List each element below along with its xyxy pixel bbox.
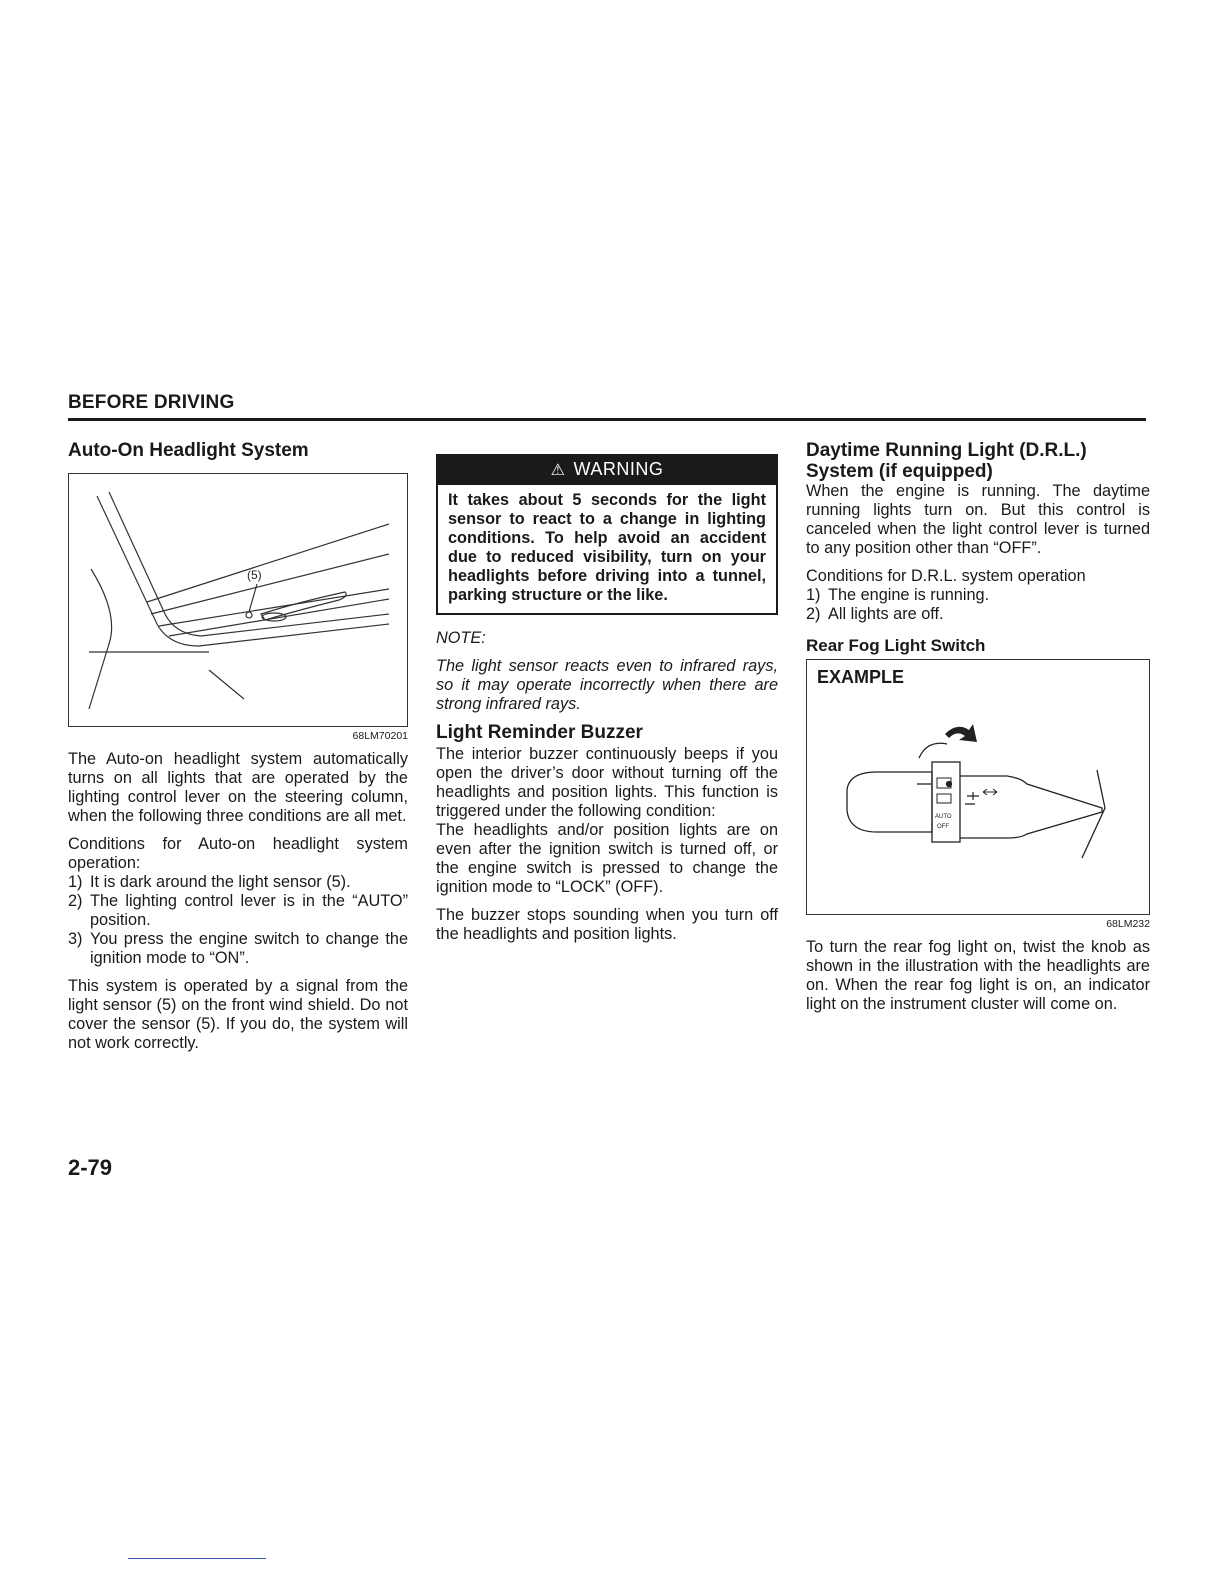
buzzer-paragraph-2: The headlights and/or position lights are on even after the ignition switch is turned off, or the engine switch is pressed to change the ignition mode to “LOCK” (OFF). <box>436 821 778 896</box>
list-item: 1) It is dark around the light sensor (5). <box>68 873 351 891</box>
warning-header: ⚠ WARNING <box>438 456 776 485</box>
light-sensor-figure <box>68 473 408 727</box>
example-label: EXAMPLE <box>817 667 905 687</box>
drl-conditions <box>806 586 1150 624</box>
note-text: The light sensor reacts even to infrared rays, so it may operate incorrectly when there are strong infrared rays. <box>436 657 778 713</box>
section-header: BEFORE DRIVING <box>68 392 1146 421</box>
list-item: 2) The lighting control lever is in the “AUTO” position. <box>68 892 408 929</box>
knob-auto-label: AUTO <box>935 814 952 820</box>
buzzer-paragraph-1: The interior buzzer continuously beeps if you open the driver’s door without turning off the headlights and position lights. This function is triggered under the following condition: <box>436 745 778 820</box>
drl-paragraph-2: Conditions for D.R.L. system operation <box>806 567 1086 585</box>
knob-off-label: OFF <box>937 824 949 830</box>
page-number: 2-79 <box>68 1155 113 1180</box>
column-warning-buzzer <box>436 440 778 953</box>
callout-5: (5) <box>247 568 262 582</box>
list-item: 3) You press the engine switch to change the ignition mode to “ON”. <box>68 930 408 967</box>
warning-triangle-icon: ⚠ <box>550 462 566 479</box>
fog-switch-figure <box>806 659 1150 915</box>
auto-on-paragraph-1: The Auto-on headlight system automatically turns on all lights that are operated by the lighting control lever on the steering column, when the following three conditions are all met. <box>68 750 408 825</box>
list-item: 2) All lights are off. <box>806 605 944 623</box>
windshield-sensor-illustration <box>69 474 407 726</box>
auto-on-paragraph-3: This system is operated by a signal from the light sensor (5) on the front wind shield. Do not cover the sensor (5). If you do, the system will not work correctly. <box>68 977 408 1052</box>
arrows-symbol-icon <box>983 789 997 795</box>
fog-title: Rear Fog Light Switch <box>806 636 986 655</box>
warning-box <box>436 454 778 615</box>
list-item: 1) The engine is running. <box>806 586 990 604</box>
footer-rule <box>128 1558 266 1559</box>
column-drl-fog <box>806 440 1150 1023</box>
figure-code: 68LM232 <box>1106 918 1150 930</box>
column-auto-on-headlight <box>68 440 408 1062</box>
rear-fog-symbol-icon <box>967 792 979 800</box>
drl-title: Daytime Running Light (D.R.L.) System (if equipped) <box>806 440 1087 482</box>
buzzer-paragraph-3: The buzzer stops sounding when you turn off the headlights and position lights. <box>436 906 778 943</box>
fog-paragraph-1: To turn the rear fog light on, twist the knob as shown in the illustration with the headlights are on. When the rear fog light is on, an indicator light on the instrument cluster will come on. <box>806 938 1150 1013</box>
auto-on-paragraph-2: Conditions for Auto-on headlight system operation: <box>68 835 408 872</box>
auto-on-conditions <box>68 873 408 968</box>
figure-code: 68LM70201 <box>352 730 408 742</box>
drl-paragraph-1: When the engine is running. The daytime running lights turn on. But this control is canceled when the light control lever is turned to any position other than “OFF”. <box>806 482 1150 557</box>
twist-arrow-icon <box>945 724 977 742</box>
lighting-lever-illustration <box>807 660 1149 914</box>
position-light-symbol-icon <box>937 794 951 803</box>
buzzer-title: Light Reminder Buzzer <box>436 722 643 743</box>
warning-text: It takes about 5 seconds for the light sensor to react to a change in lighting conditions. To help avoid an accident due to reduced visibility, turn on your headlights before driving into a tunnel, parking structure or the like. <box>448 491 766 604</box>
note-label: NOTE: <box>436 629 486 647</box>
auto-on-title: Auto-On Headlight System <box>68 440 309 461</box>
